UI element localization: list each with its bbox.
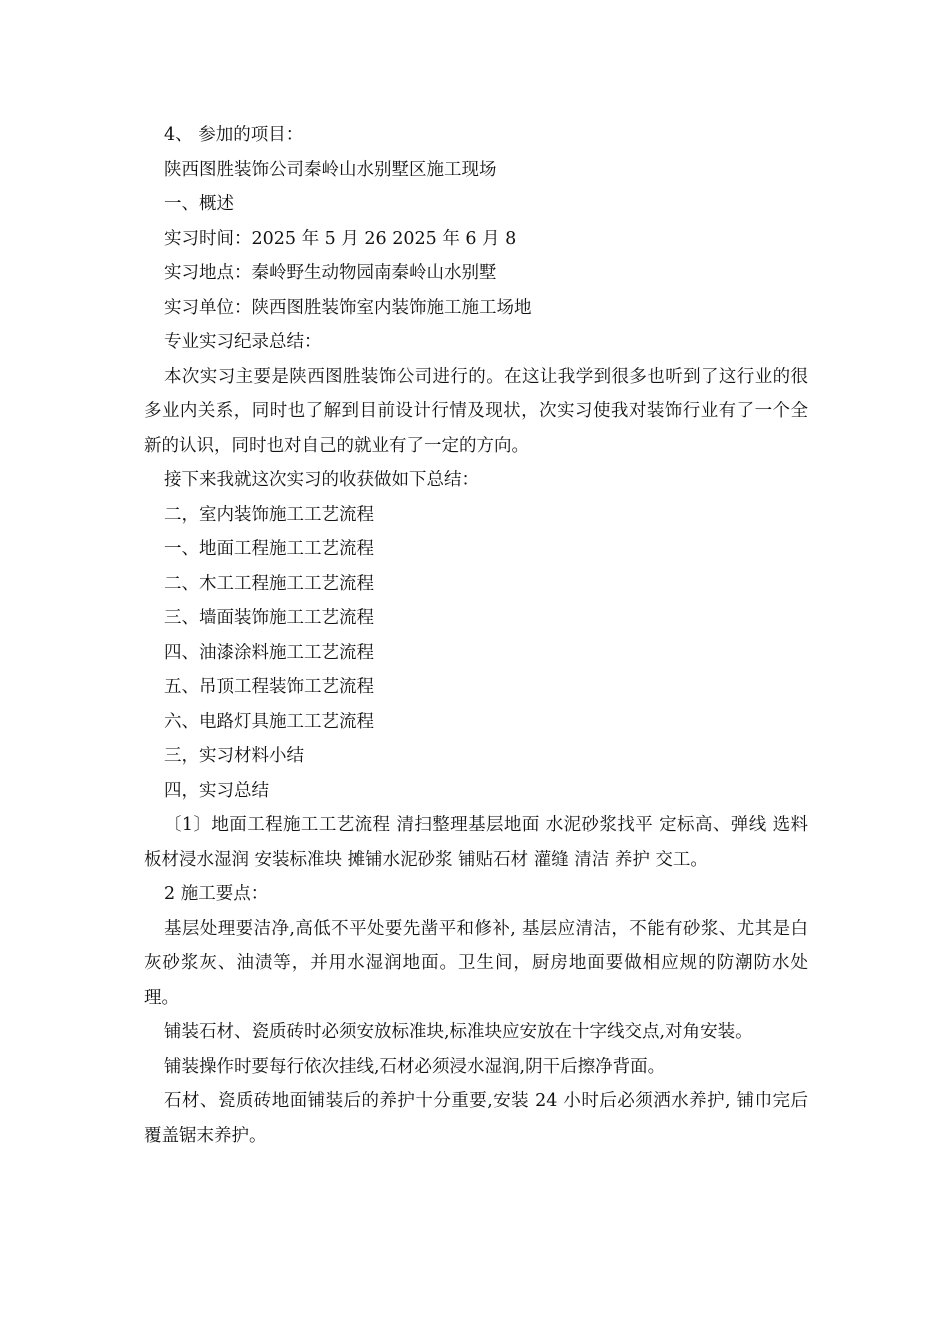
- floor-process-paragraph: 〔1〕地面工程施工工艺流程 清扫整理基层地面 水泥砂浆找平 定标高、弹线 选料 板材浸水湿润 安装标准块 摊铺水泥砂浆 铺贴石材 灌缝 清洁 养护 交工。: [144, 815, 808, 870]
- outline-item: 二、木工工程施工工艺流程: [164, 573, 374, 594]
- internship-time: 实习时间：2025 年 5 月 26 2025 年 6 月 8: [164, 228, 517, 249]
- outline-item: 三，实习材料小结: [164, 746, 304, 766]
- internship-unit: 实习单位：陕西图胜装饰室内装饰施工施工场地: [164, 297, 532, 318]
- outline-item: 一、地面工程施工工艺流程: [164, 539, 374, 559]
- project-name: 陕西图胜装饰公司秦岭山水别墅区施工现场: [164, 159, 497, 180]
- outline-item: 三、墙面装饰施工工艺流程: [164, 608, 374, 628]
- outline-item: 五、吊顶工程装饰工艺流程: [164, 677, 374, 697]
- outline-item: 四、油漆涂料施工工艺流程: [164, 642, 374, 663]
- base-treatment-paragraph: 基层处理要洁净,高低不平处要先凿平和修补, 基层应清洁，不能有砂浆、尤其是白灰砂浆灰、油渍等，并用水湿润地面。卫生间，厨房地面要做相应规的防潮防水处理。: [144, 918, 808, 1008]
- install-standard-block-paragraph: 铺装石材、瓷质砖时必须安放标准块,标准块应安放在十字线交点,对角安装。: [164, 1022, 753, 1042]
- section-heading-overview: 一、概述: [164, 194, 234, 214]
- outline-item: 四，实习总结: [164, 780, 269, 801]
- internship-location: 实习地点：秦岭野生动物园南秦岭山水别墅: [164, 263, 497, 283]
- curing-paragraph: 石材、瓷质砖地面铺装后的养护十分重要,安装 24 小时后必须洒水养护, 铺巾完后覆盖锯末养护。: [144, 1091, 808, 1146]
- record-summary-heading: 专业实习纪录总结：: [164, 332, 322, 352]
- outline-item: 六、电路灯具施工工艺流程: [164, 711, 374, 732]
- operation-paragraph: 铺装操作时要每行依次挂线,石材必须浸水湿润,阴干后擦净背面。: [164, 1056, 666, 1077]
- document-body: [144, 118, 808, 1153]
- section-heading-projects: 4、 参加的项目：: [164, 125, 304, 145]
- construction-points-heading: 2 施工要点：: [164, 884, 269, 904]
- summary-lead: 接下来我就这次实习的收获做如下总结：: [164, 470, 479, 490]
- intro-paragraph: 本次实习主要是陕西图胜装饰公司进行的。在这让我学到很多也听到了这行业的很多业内关系，同时也了解到目前设计行情及现状，次实习使我对装饰行业有了一个全新的认识，同时也对自己的就业有了一定的方向。: [144, 366, 808, 456]
- outline-item: 二，室内装饰施工工艺流程: [164, 504, 374, 525]
